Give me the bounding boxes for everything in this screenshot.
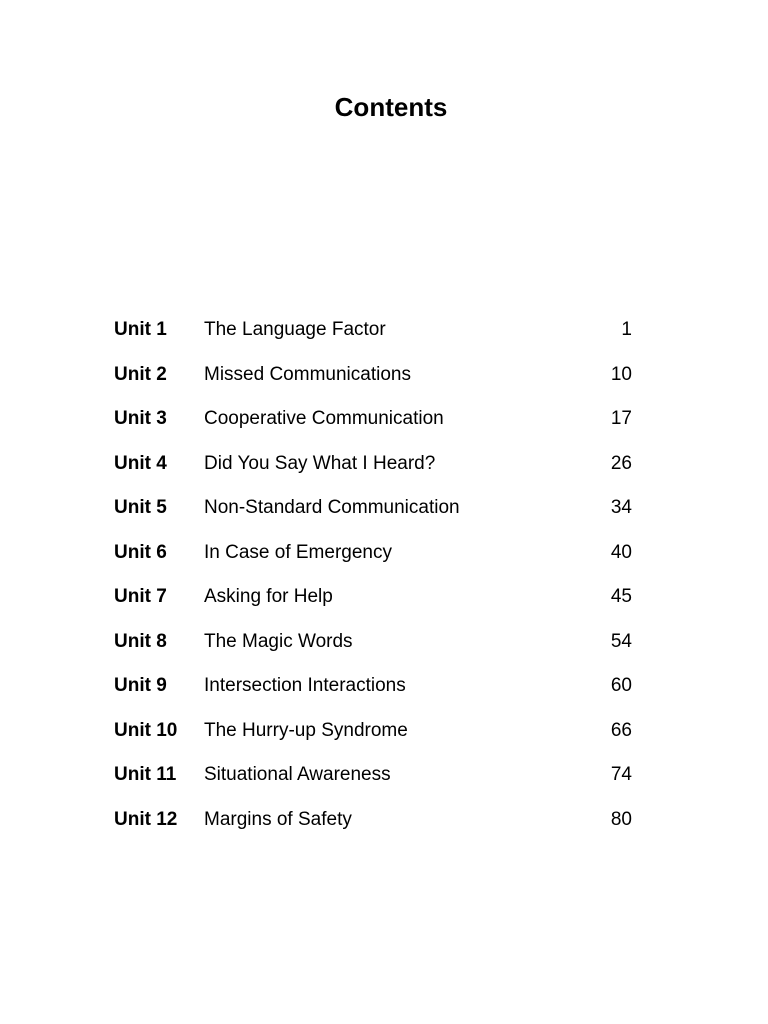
toc-entry	[114, 669, 634, 714]
table-of-contents	[114, 313, 634, 847]
toc-entry-title: Non-Standard Communication	[204, 497, 460, 518]
toc-unit-label: Unit 6	[114, 541, 167, 563]
toc-page-number: 60	[610, 675, 632, 696]
toc-entry	[114, 536, 634, 581]
toc-entry	[114, 313, 634, 358]
page-title: Contents	[334, 92, 448, 122]
toc-entry	[114, 625, 634, 670]
toc-entry	[114, 714, 634, 759]
toc-entry-title: Cooperative Communication	[204, 408, 444, 429]
toc-unit-label: Unit 2	[114, 363, 167, 385]
toc-unit-label: Unit 4	[114, 452, 167, 474]
toc-unit-label: Unit 8	[114, 630, 167, 652]
toc-unit-label: Unit 12	[114, 808, 178, 830]
toc-entry	[114, 358, 634, 403]
toc-entry-title: The Language Factor	[204, 319, 386, 340]
toc-page-number: 34	[610, 497, 632, 518]
toc-page-number: 26	[610, 452, 632, 474]
toc-page-number: 45	[610, 586, 632, 607]
toc-entry	[114, 491, 634, 536]
toc-page-number: 66	[610, 719, 632, 741]
toc-entry-title: Asking for Help	[204, 586, 333, 607]
toc-page-number: 54	[610, 630, 632, 652]
toc-unit-label: Unit 9	[114, 675, 167, 696]
toc-entry	[114, 447, 634, 492]
toc-entry-title: The Hurry-up Syndrome	[204, 719, 408, 741]
toc-unit-label: Unit 10	[114, 719, 178, 741]
toc-entry-title: In Case of Emergency	[204, 541, 392, 563]
toc-entry-title: Margins of Safety	[204, 808, 352, 830]
toc-page-number: 80	[610, 808, 632, 830]
toc-unit-label: Unit 5	[114, 497, 167, 518]
toc-entry	[114, 758, 634, 803]
toc-entry-title: Situational Awareness	[204, 764, 391, 785]
toc-page-number: 1	[621, 319, 632, 340]
toc-unit-label: Unit 3	[114, 408, 167, 429]
toc-unit-label: Unit 1	[114, 319, 167, 340]
toc-page-number: 74	[610, 764, 632, 785]
toc-entry-title: Intersection Interactions	[204, 675, 406, 696]
toc-page-number: 10	[610, 363, 632, 385]
toc-page-number: 17	[610, 408, 632, 429]
toc-entry-title: Missed Communications	[204, 363, 411, 385]
toc-entry-title: Did You Say What I Heard?	[204, 452, 436, 474]
toc-entry	[114, 402, 634, 447]
toc-unit-label: Unit 7	[114, 586, 167, 607]
toc-page-number: 40	[610, 541, 632, 563]
toc-unit-label: Unit 11	[114, 764, 177, 785]
toc-entry	[114, 580, 634, 625]
toc-entry	[114, 803, 634, 848]
toc-entry-title: The Magic Words	[204, 630, 353, 652]
